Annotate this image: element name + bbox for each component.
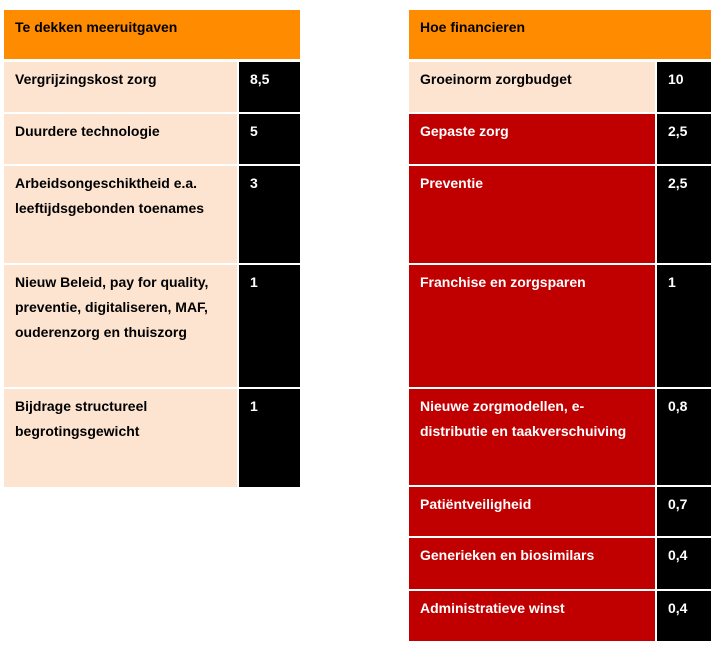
row-label: Nieuwe zorgmodellen, e-distributie en taakverschuiving [409, 389, 655, 485]
row-value: 0,8 [655, 389, 711, 485]
table-row [409, 62, 711, 114]
row-label: Preventie [409, 166, 655, 263]
row-value: 1 [237, 389, 300, 487]
row-value: 2,5 [655, 166, 711, 263]
expenses-header: Te dekken meeruitgaven [4, 10, 300, 59]
row-value: 1 [237, 265, 300, 387]
row-label: Generieken en biosimilars [409, 538, 655, 589]
row-value: 5 [237, 114, 300, 164]
expenses-table [4, 10, 300, 487]
row-value: 1 [655, 265, 711, 387]
row-value: 0,4 [655, 591, 711, 641]
row-value: 8,5 [237, 62, 300, 112]
row-label: Administratieve winst [409, 591, 655, 641]
financing-table [409, 10, 711, 641]
row-label: Bijdrage structureel begrotingsgewicht [4, 389, 237, 487]
table-row [409, 265, 711, 389]
row-label: Nieuw Beleid, pay for quality, preventie, digitaliseren, MAF, ouderenzorg en thuiszorg [4, 265, 237, 387]
table-row [4, 265, 300, 389]
row-value: 3 [237, 166, 300, 263]
table-row [409, 389, 711, 487]
table-row [4, 389, 300, 487]
row-label: Patiëntveiligheid [409, 487, 655, 536]
table-row [4, 62, 300, 114]
row-label: Franchise en zorgsparen [409, 265, 655, 387]
table-row [409, 166, 711, 265]
row-label: Duurdere technologie [4, 114, 237, 164]
row-label: Gepaste zorg [409, 114, 655, 164]
row-label: Groeinorm zorgbudget [409, 62, 655, 112]
table-row [4, 166, 300, 265]
table-row [409, 487, 711, 538]
row-value: 0,7 [655, 487, 711, 536]
table-row [4, 114, 300, 166]
row-label: Arbeidsongeschiktheid e.a. leeftijdsgebonden toenames [4, 166, 237, 263]
row-label: Vergrijzingskost zorg [4, 62, 237, 112]
table-row [409, 591, 711, 641]
row-value: 2,5 [655, 114, 711, 164]
table-row [409, 538, 711, 591]
row-value: 10 [655, 62, 711, 112]
row-value: 0,4 [655, 538, 711, 589]
table-row [409, 114, 711, 166]
financing-header: Hoe financieren [409, 10, 711, 59]
